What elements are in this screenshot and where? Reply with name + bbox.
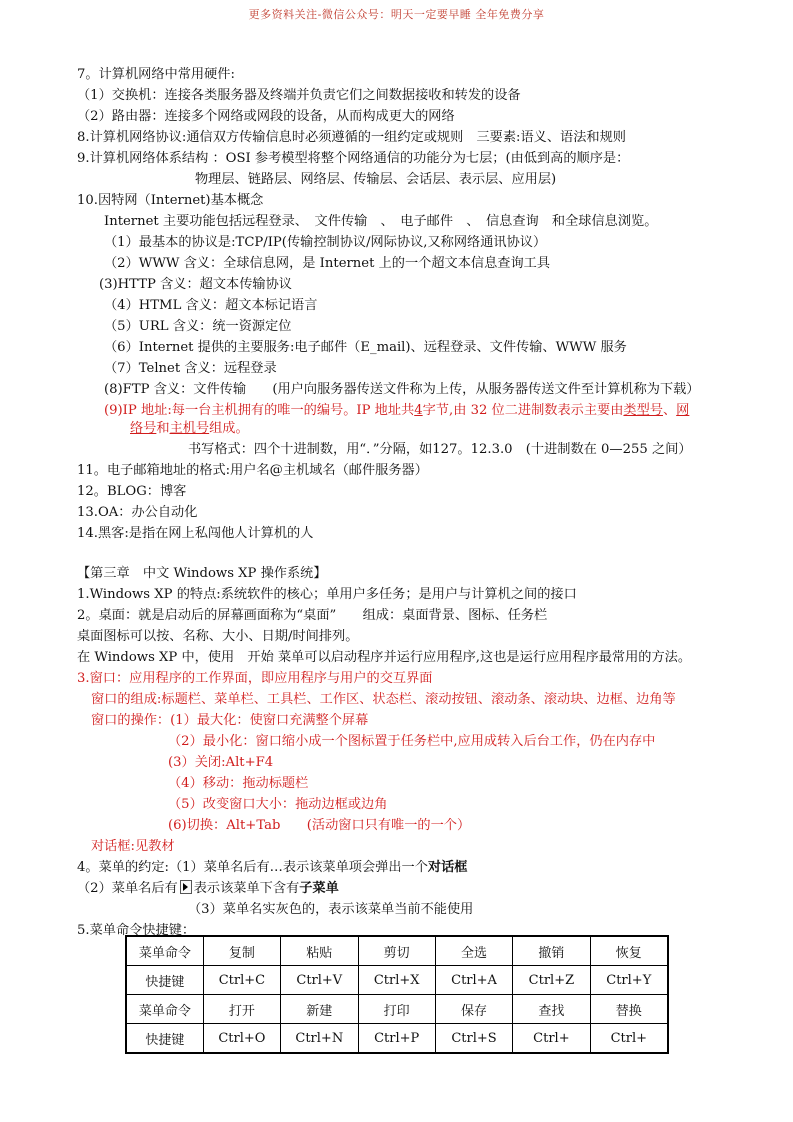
switch-line: （1）交换机：连接各类服务器及终端并负责它们之间数据接收和转发的设备 — [77, 88, 521, 103]
window-maximize-line: 窗口的操作：(1）最大化：使窗口充满整个屏幕 — [91, 713, 369, 728]
telnet-line: （7）Telnet 含义：远程登录 — [104, 361, 277, 376]
table-cell: Ctrl+ — [590, 1024, 668, 1054]
table-cell: Ctrl+Y — [590, 966, 668, 995]
section-14-hacker: 14.黑客:是指在网上私闯他人计算机的人 — [77, 526, 314, 541]
network-term-part1: 网 — [676, 403, 690, 418]
table-row — [126, 1024, 668, 1054]
table-cell: 保存 — [435, 995, 512, 1024]
host-number-term: 主机号 — [169, 421, 210, 436]
chapter-3-heading: 【第三章 中文 Windows XP 操作系统】 — [77, 566, 327, 581]
table-cell: 打开 — [203, 995, 280, 1024]
ip-address-line-cont — [130, 420, 249, 438]
http-line: (3)HTTP 含义：超文本传输协议 — [99, 277, 292, 292]
window-switch-line: (6)切换：Alt+Tab (活动窗口只有唯一的一个） — [168, 818, 471, 833]
menu-convention-text: 4。菜单的约定:（1）菜单名后有…表示该菜单项会弹出一个 — [77, 860, 428, 875]
composition-text: 组成。 — [209, 421, 249, 436]
section-11-email: 11。电子邮箱地址的格式:用户名@主机域名（邮件服务器） — [77, 463, 428, 478]
www-line: （2）WWW 含义：全球信息网，是 Internet 上的一个超文本信息查询工具 — [104, 256, 551, 271]
table-cell: Ctrl+P — [358, 1024, 435, 1054]
desktop-line: 2。桌面：就是启动后的屏幕画面称为“桌面” 组成：桌面背景、图标、任务栏 — [77, 608, 548, 623]
table-cell: 粘贴 — [281, 936, 358, 966]
desktop-icons-line: 桌面图标可以按、名称、大小、日期/时间排列。 — [77, 629, 359, 644]
window-resize-line: （5）改变窗口大小：拖动边框或边角 — [168, 797, 388, 812]
conjunction: 和 — [156, 421, 170, 436]
table-cell: 打印 — [358, 995, 435, 1024]
table-cell: 替换 — [590, 995, 668, 1024]
grayed-menu-line: （3）菜单名实灰色的，表示该菜单当前不能使用 — [188, 902, 474, 917]
window-definition-line: 3.窗口：应用程序的工作界面，即应用程序与用户的交互界面 — [77, 671, 433, 686]
table-cell: Ctrl+V — [281, 966, 358, 995]
ip-address-line — [104, 402, 689, 420]
submenu-arrow-icon — [180, 880, 192, 894]
table-cell: 复制 — [203, 936, 280, 966]
dialog-box-line: 对话框:见教材 — [91, 839, 175, 854]
ftp-line: (8)FTP 含义：文件传输 (用户向服务器传送文件称为上传，从服务器传送文件至计算机称为下载） — [104, 382, 700, 397]
table-cell: Ctrl+ — [513, 1024, 590, 1054]
submenu-text-1: （2）菜单名后有 — [77, 881, 178, 896]
table-cell: Ctrl+C — [203, 966, 280, 995]
window-minimize-line: （2）最小化：窗口缩小成一个图标置于任务栏中,应用成转入后台工作，仍在内存中 — [168, 734, 656, 749]
table-cell: 剪切 — [358, 936, 435, 966]
table-cell: 菜单命令 — [126, 995, 203, 1024]
window-close-line: (3）关闭:Alt+F4 — [168, 755, 274, 770]
table-cell: 快捷键 — [126, 966, 203, 995]
table-cell: 全选 — [435, 936, 512, 966]
separator: 、 — [662, 403, 677, 418]
table-cell: 撤销 — [513, 936, 590, 966]
menu-convention-line — [77, 859, 467, 877]
table-cell: 快捷键 — [126, 1024, 203, 1054]
table-cell: 新建 — [281, 995, 358, 1024]
url-line: （5）URL 含义：统一资源定位 — [104, 319, 292, 334]
tcpip-line: （1）最基本的协议是:TCP/IP(传输控制协议/网际协议,又称网络通讯协议） — [104, 235, 547, 250]
ip-address-text: (9)IP 地址:每一台主机拥有的唯一的编号。IP 地址共 — [104, 403, 415, 418]
router-line: （2）路由器：连接多个网络或网段的设备，从而构成更大的网络 — [77, 109, 455, 124]
osi-layers-line: 物理层、链路层、网络层、传输层、会话层、表示层、应用层) — [195, 172, 557, 187]
type-number-term: 类型号 — [623, 403, 663, 418]
network-term-part2: 络号 — [130, 421, 157, 436]
table-cell: 查找 — [513, 995, 590, 1024]
table-cell: Ctrl+N — [281, 1024, 358, 1054]
section-8-protocol: 8.计算机网络协议:通信双方传输信息时必须遵循的一组约定或规则 三要素:语义、语法和规则 — [77, 130, 626, 145]
section-12-blog: 12。BLOG：博客 — [77, 484, 187, 499]
table-cell: Ctrl+X — [358, 966, 435, 995]
section-13-oa: 13.OA：办公自动化 — [77, 505, 198, 520]
window-components-line: 窗口的组成:标题栏、菜单栏、工具栏、工作区、状态栏、滚动按钮、滚动条、滚动块、边框、边角等 — [91, 692, 676, 707]
shortcut-heading: 5.菜单命令快捷键： — [77, 923, 196, 938]
table-cell: Ctrl+S — [435, 1024, 512, 1054]
page-header-banner: 更多资料关注-微信公众号：明天一定要早睡 全年免费分享 — [248, 8, 545, 21]
window-move-line: （4）移动：拖动标题栏 — [168, 776, 309, 791]
dialog-box-term: 对话框 — [427, 860, 468, 875]
ip-format-line: 书写格式：四个十进制数，用“．”分隔，如127。12.3.0 (十进制数在 0—255 之间） — [188, 442, 692, 457]
submenu-term: 子菜单 — [299, 881, 339, 896]
table-row — [126, 936, 668, 966]
section-9-architecture: 9.计算机网络体系结构 ：OSI 参考模型将整个网络通信的功能分为七层；(由低到高的顺序是： — [77, 151, 630, 166]
table-cell: Ctrl+A — [435, 966, 512, 995]
ip-bytes-value: 4 — [414, 403, 423, 418]
internet-services-line: （6）Internet 提供的主要服务:电子邮件（E_mail)、远程登录、文件传输、WWW 服务 — [104, 340, 627, 355]
section-7-heading: 7。计算机网络中常用硬件: — [77, 67, 235, 82]
table-cell: 恢复 — [590, 936, 668, 966]
start-menu-line: 在 Windows XP 中，使用 开始 菜单可以启动程序并运行应用程序,这也是运行应用程序最常用的方法。 — [77, 650, 692, 665]
table-cell: Ctrl+O — [203, 1024, 280, 1054]
shortcut-table — [125, 935, 669, 1054]
ip-address-text-2: 字节,由 32 位二进制数表示主要由 — [422, 403, 624, 418]
section-10-internet: 10.因特网（Internet)基本概念 — [77, 193, 264, 208]
internet-functions-line: Internet 主要功能包括远程登录、 文件传输 、 电子邮件 、 信息查询 和全球信息浏览。 — [104, 214, 658, 229]
html-line: （4）HTML 含义：超文本标记语言 — [104, 298, 318, 313]
table-cell: 菜单命令 — [126, 936, 203, 966]
winxp-features-line: 1.Windows XP 的特点:系统软件的核心；单用户多任务；是用户与计算机之间的接口 — [77, 587, 577, 602]
table-row — [126, 966, 668, 995]
table-cell: Ctrl+Z — [513, 966, 590, 995]
submenu-convention-line — [77, 880, 339, 898]
table-row — [126, 995, 668, 1024]
submenu-text-2: 表示该菜单下含有 — [193, 881, 300, 896]
